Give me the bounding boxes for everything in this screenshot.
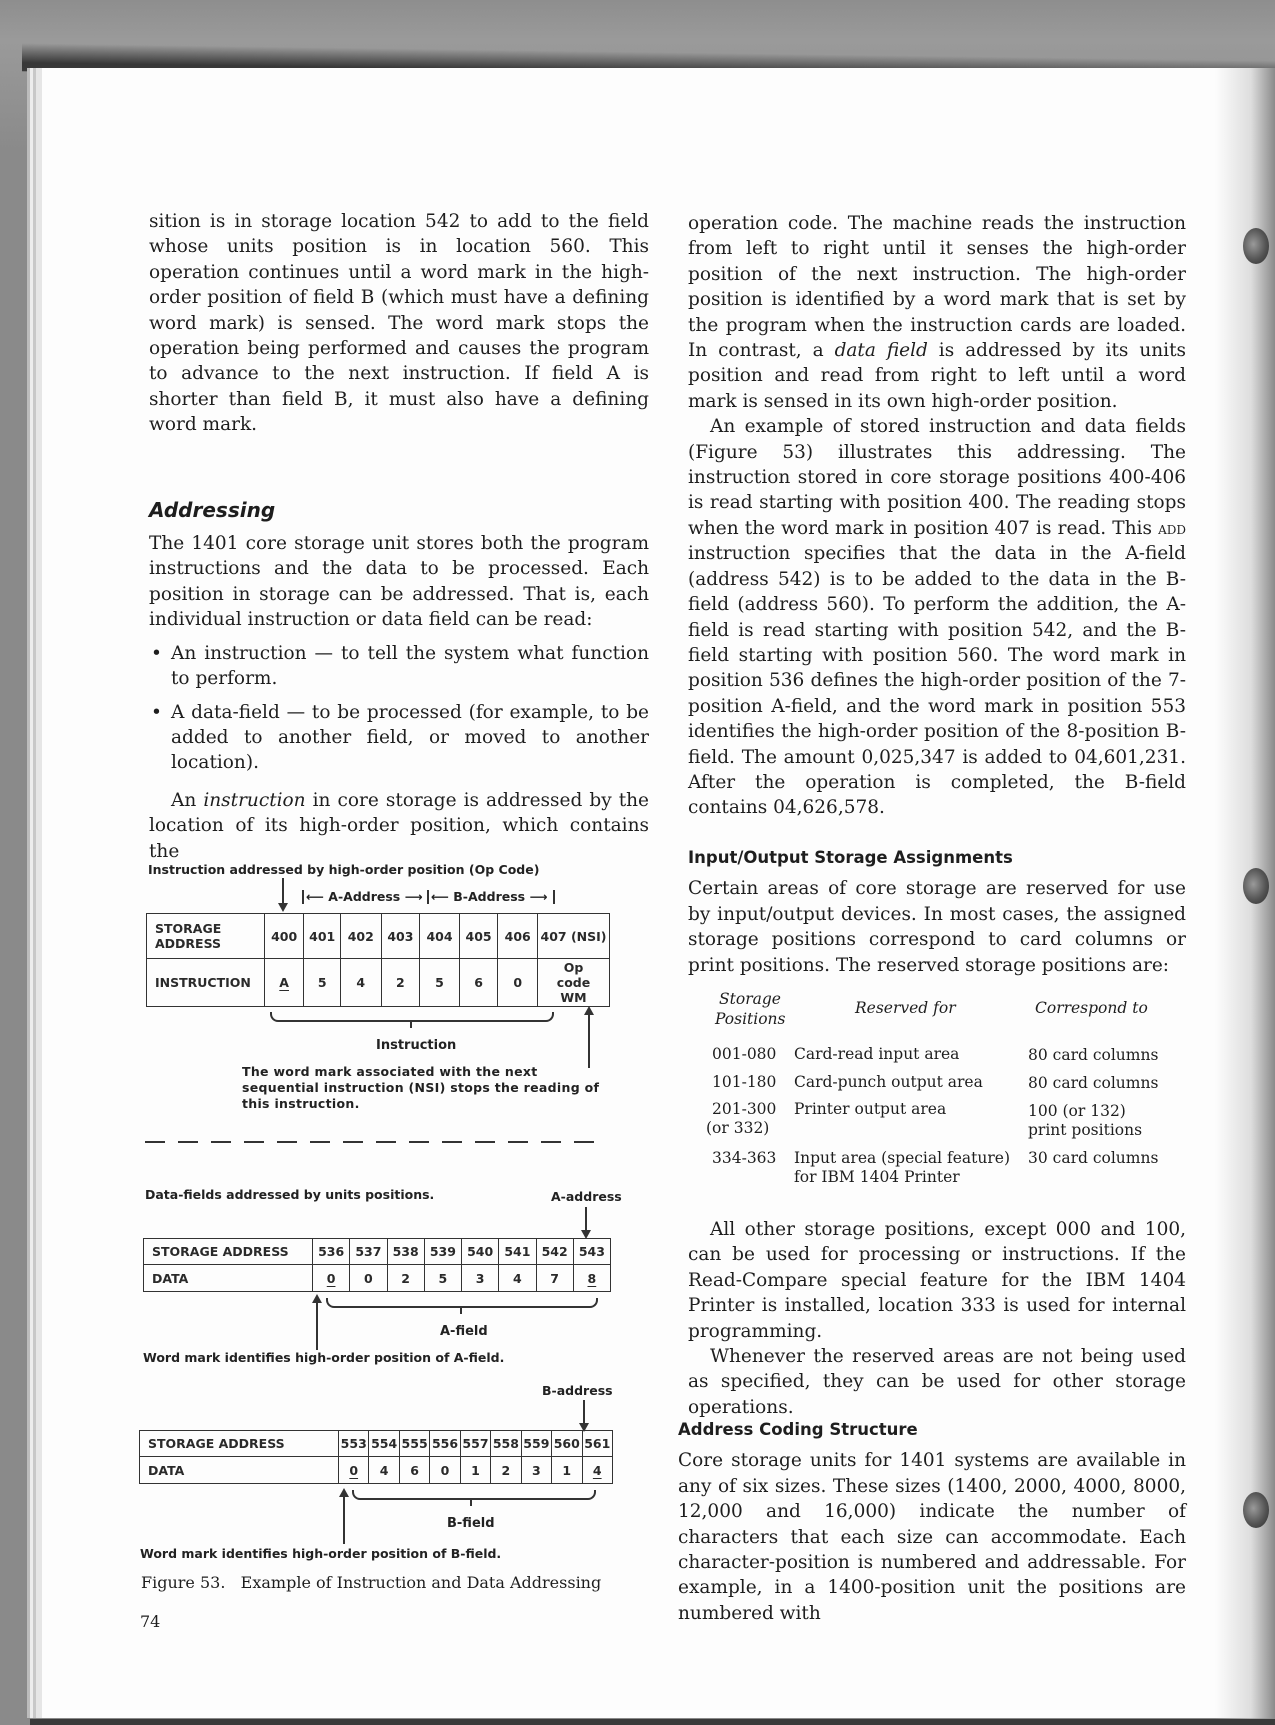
row-label: DATA xyxy=(144,1265,313,1292)
value-cell: 2 xyxy=(381,959,420,1007)
address-cell: 537 xyxy=(350,1239,387,1265)
table-cell: 80 card columns xyxy=(1028,1046,1159,1064)
table-cell: Card-read input area xyxy=(794,1045,960,1063)
instruction-brace-label: Instruction xyxy=(376,1038,457,1053)
tick-mark xyxy=(427,890,429,904)
example-paragraph: An example of stored instruction and data fields (Figure 53) illustrates this addressing. The instruction stored in core storage positions 400-406 is read starting with position 400. The reading stops when the word mark in position 407 is read. This add instruction specifies that the data in the A-field (address 542) is to be added to the data in the B-field (address 560). To perform the addition, the A-field is read starting with position 542, and the B-field starting with position 560. The word mark in position 536 defines the high-order position of the 7-position A-field, and the word mark in position 553 identifies the high-order position of the 8-position B-field. The amount 0,025,347 is added to 04,601,231. After the operation is completed, the B-field contains 04,626,578. xyxy=(688,416,1186,819)
instruction-paragraph: An instruction in core storage is addressed by the location of its high-order position, which contains the xyxy=(149,789,649,862)
value-cell: 0 xyxy=(350,1265,387,1292)
value-cell: A xyxy=(264,959,304,1007)
io-paragraph: Certain areas of core storage are reserved for use by input/output devices. In most cases, the assigned storage positions correspond to card columns or print positions. The reserved storage positions are: xyxy=(688,878,1186,976)
io-heading: Input/Output Storage Assignments xyxy=(688,848,1013,867)
tick-mark xyxy=(553,890,555,904)
brace-tip xyxy=(460,1306,462,1314)
binder-hole-icon xyxy=(1243,1492,1269,1528)
address-coding-paragraph: Core storage units for 1401 systems are available in any of six sizes. These sizes (1400, 2000, 4000, 8000, 12,000 and 16,000) indicate the number of characters that each size can accommodate. Each character-position is numbered and addressable. For example, in a 1400-position unit the positions are numbered with xyxy=(678,1450,1186,1624)
value-cell: 0 xyxy=(430,1457,460,1484)
b-address-pointer-label: B-address xyxy=(542,1383,613,1398)
table-cell: Printer output area xyxy=(794,1100,947,1118)
value-cell: 4 xyxy=(582,1457,613,1484)
a-address-pointer-label: A-address xyxy=(551,1189,622,1204)
address-cell: 402 xyxy=(340,914,381,959)
table-cell: print positions xyxy=(1028,1121,1143,1139)
row-label: STORAGE ADDRESS xyxy=(140,1431,339,1457)
io-section xyxy=(688,845,1186,978)
figure-caption: Figure 53. Example of Instruction and Data Addressing xyxy=(141,1573,602,1592)
instruction-brace xyxy=(270,1012,554,1022)
value-cell: 0 xyxy=(339,1457,369,1484)
table-cell: 30 card columns xyxy=(1028,1149,1159,1167)
value-cell: Op code WM xyxy=(538,959,610,1007)
address-cell: 560 xyxy=(552,1431,582,1457)
addressing-heading: Addressing xyxy=(149,497,276,522)
a-field-brace xyxy=(326,1298,598,1308)
nsi-note: The word mark associated with the next sequential instruction (NSI) stops the reading of this instruction. xyxy=(242,1064,600,1111)
address-cell: 561 xyxy=(582,1431,613,1457)
value-cell: 5 xyxy=(424,1265,461,1292)
right-column xyxy=(688,211,1186,821)
table-cell: 100 (or 132) xyxy=(1028,1102,1126,1120)
value-cell: 2 xyxy=(491,1457,521,1484)
value-cell: 5 xyxy=(304,959,340,1007)
value-cell: 6 xyxy=(459,959,498,1007)
table-header: Reserved for xyxy=(855,999,956,1017)
addressing-paragraph: The 1401 core storage unit stores both the program instructions and the data to be processed. Each position in storage can be addressed. That is, each individual instruction or data field can be read: xyxy=(149,533,649,631)
address-cell: 406 xyxy=(498,914,538,959)
address-cell: 405 xyxy=(459,914,498,959)
b-address-arrow-icon xyxy=(583,1400,585,1430)
bullet-item: • An instruction — to tell the system what function to perform. xyxy=(149,641,649,692)
value-cell: 8 xyxy=(573,1265,610,1292)
b-field-note: Word mark identifies high-order position of B-field. xyxy=(140,1546,502,1561)
value-cell: 6 xyxy=(399,1457,429,1484)
address-cell: 556 xyxy=(430,1431,460,1457)
row-label: STORAGE ADDRESS xyxy=(147,914,265,959)
a-field-wordmark-arrow-icon xyxy=(316,1296,318,1350)
other-positions-section xyxy=(688,1217,1186,1420)
a-field-table xyxy=(143,1238,611,1292)
address-cell: 540 xyxy=(462,1239,499,1265)
value-cell: 3 xyxy=(462,1265,499,1292)
page-bottom-edge xyxy=(30,1719,1275,1725)
address-cell: 555 xyxy=(399,1431,429,1457)
address-cell: 541 xyxy=(499,1239,536,1265)
address-coding-heading: Address Coding Structure xyxy=(678,1420,918,1439)
value-cell: 0 xyxy=(313,1265,350,1292)
table-cell: Input area (special feature) xyxy=(794,1149,1011,1167)
opcode-pointer-arrow-icon xyxy=(282,878,284,910)
tick-mark xyxy=(302,890,304,904)
page-number: 74 xyxy=(140,1612,161,1631)
value-cell: 7 xyxy=(536,1265,573,1292)
a-field-note: Word mark identifies high-order position of A-field. xyxy=(143,1350,505,1365)
b-field-brace-label: B-field xyxy=(447,1516,495,1531)
address-cell: 407 (NSI) xyxy=(538,914,610,959)
table-cell: Card-punch output area xyxy=(794,1073,983,1091)
other-positions-paragraph: All other storage positions, except 000 and 100, can be used for processing or instructions. If the Read-Compare special feature for the IBM 1404 Printer is installed, location 333 is used for internal programming. xyxy=(688,1219,1186,1342)
instruction-diagram-title: Instruction addressed by high-order position (Op Code) xyxy=(148,862,540,877)
left-column xyxy=(149,209,649,864)
table-cell: for IBM 1404 Printer xyxy=(794,1168,960,1186)
instruction-table xyxy=(146,913,610,1007)
value-cell: 1 xyxy=(552,1457,582,1484)
b-field-wordmark-arrow-icon xyxy=(343,1490,345,1544)
value-cell: 5 xyxy=(420,959,460,1007)
binder-hole-icon xyxy=(1243,228,1269,264)
data-fields-title: Data-fields addressed by units positions. xyxy=(145,1187,435,1202)
b-field-brace xyxy=(352,1490,596,1500)
binder-hole-icon xyxy=(1243,868,1269,904)
address-coding-section xyxy=(678,1417,1186,1626)
row-label: STORAGE ADDRESS xyxy=(144,1239,313,1265)
brace-tip xyxy=(410,1020,412,1028)
table-header: Storage Positions xyxy=(715,990,786,1028)
address-cell: 557 xyxy=(460,1431,490,1457)
value-cell: 0 xyxy=(498,959,538,1007)
table-cell: 334-363 xyxy=(712,1149,777,1167)
value-cell: 2 xyxy=(387,1265,424,1292)
address-cell: 538 xyxy=(387,1239,424,1265)
intro-paragraph: sition is in storage location 542 to add to the field whose units position is in location 560. This operation continues until a word mark in the high-order position of field B (which must have a defining word mark) is sensed. The word mark stops the operation being performed and causes the program to advance to the next instruction. If field A is shorter than field B, it must also have a defining word mark. xyxy=(149,211,649,436)
address-cell: 542 xyxy=(536,1239,573,1265)
b-field-table xyxy=(139,1430,613,1484)
table-cell: 80 card columns xyxy=(1028,1074,1159,1092)
address-cell: 559 xyxy=(521,1431,551,1457)
nsi-wordmark-arrow-icon xyxy=(588,1008,590,1068)
value-cell: 4 xyxy=(499,1265,536,1292)
table-header: Correspond to xyxy=(1035,999,1148,1017)
address-cell: 554 xyxy=(369,1431,399,1457)
separator-dashes xyxy=(145,1141,605,1143)
a-field-brace-label: A-field xyxy=(440,1324,488,1339)
address-cell: 558 xyxy=(491,1431,521,1457)
table-cell: 101-180 xyxy=(712,1073,777,1091)
whenever-paragraph: Whenever the reserved areas are not being used as specified, they can be used for other storage operations. xyxy=(688,1346,1186,1418)
value-cell: 1 xyxy=(460,1457,490,1484)
address-cell: 553 xyxy=(339,1431,369,1457)
address-cell: 539 xyxy=(424,1239,461,1265)
row-label: DATA xyxy=(140,1457,339,1484)
address-cell: 401 xyxy=(304,914,340,959)
opcode-paragraph: operation code. The machine reads the instruction from left to right until it senses the high-order position of the next instruction. The high-order position is identified by a word mark that is set by the program when the instruction cards are loaded. In contrast, a data field is addressed by its units position and read from right to left until a word mark is sensed in its own high-order position. xyxy=(688,213,1186,412)
table-cell: 201-300 xyxy=(712,1100,777,1118)
address-cell: 400 xyxy=(264,914,304,959)
brace-tip xyxy=(470,1498,472,1506)
address-cell: 404 xyxy=(420,914,460,959)
row-label: INSTRUCTION xyxy=(147,959,265,1007)
table-cell: (or 332) xyxy=(706,1119,770,1137)
a-address-span-label: ⟵ A-Address ⟶ xyxy=(306,889,423,904)
value-cell: 3 xyxy=(521,1457,551,1484)
address-cell: 536 xyxy=(313,1239,350,1265)
b-address-span-label: ⟵ B-Address ⟶ xyxy=(431,889,548,904)
table-cell: 001-080 xyxy=(712,1045,777,1063)
a-address-arrow-icon xyxy=(585,1207,587,1237)
value-cell: 4 xyxy=(369,1457,399,1484)
value-cell: 4 xyxy=(340,959,381,1007)
bullet-item: • A data-field — to be processed (for example, to be added to another field, or moved to another location). xyxy=(149,700,649,776)
address-cell: 403 xyxy=(381,914,420,959)
address-cell: 543 xyxy=(573,1239,610,1265)
